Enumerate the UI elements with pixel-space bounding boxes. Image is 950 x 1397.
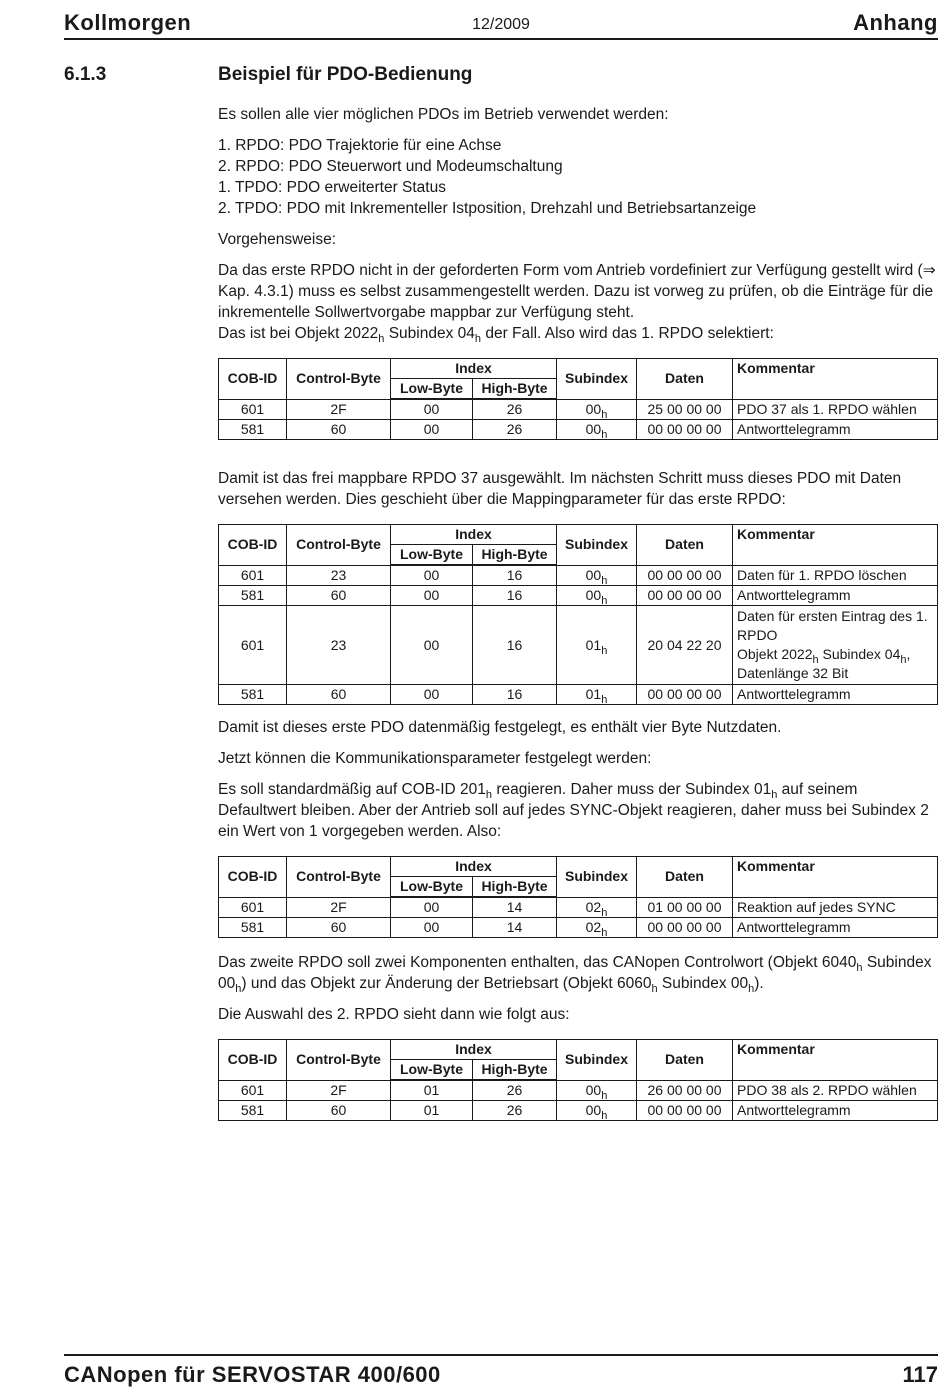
paragraph: Damit ist das frei mappbare RPDO 37 ausgewählt. Im nächsten Schritt muss dieses PDO mit Daten versehen werden. Dies geschieht über die Mappingparameter für das erste RPDO:: [218, 470, 902, 508]
intro-paragraph: Es sollen alle vier möglichen PDOs im Betrieb verwendet werden:: [218, 106, 669, 123]
paragraph: Das zweite RPDO soll zwei Komponenten enthalten, das CANopen Controlwort (Objekt $6040_h$ Subindex $00_h$) und das Objekt zur Änderung der Betriebsart (Objekt $6060_h$ Subindex $00_h$).: [218, 954, 932, 995]
col-header-low-byte: Low-Byte: [391, 1060, 473, 1081]
col-header-index: Index: [391, 857, 557, 877]
section-title: Beispiel für PDO-Bedienung: [218, 64, 473, 85]
sdo-table-communication: [218, 856, 938, 938]
col-header-index: Index: [391, 1040, 557, 1060]
table-row: 581 60 00 16 $01_h$ 00 00 00 00 Antworttelegramm: [219, 685, 938, 705]
mapping-comment: Daten für ersten Eintrag des 1. RPDO Objekt $2022_h$ Subindex $04_h$, Datenlänge 32 Bit: [733, 606, 938, 685]
col-header-low-byte: Low-Byte: [391, 379, 473, 400]
table-row: 601 23 00 16 $01_h$ 20 04 22 20 Daten für ersten Eintrag des 1. RPDO Objekt $2022_h$ Subindex $04_h$, Datenlänge 32 Bit: [219, 606, 938, 685]
col-header-kommentar: Kommentar: [733, 359, 938, 400]
col-header-low-byte: Low-Byte: [391, 545, 473, 566]
col-header-cob-id: COB-ID: [219, 1040, 287, 1081]
col-header-high-byte: High-Byte: [473, 379, 557, 400]
col-header-cob-id: COB-ID: [219, 525, 287, 566]
table-row: 581 60 00 26 $00_h$ 00 00 00 00 Antworttelegramm: [219, 420, 938, 440]
sdo-table-select-rpdo2: [218, 1039, 938, 1121]
col-header-kommentar: Kommentar: [733, 857, 938, 898]
list-item: 2. TPDO: PDO mit Inkrementeller Istposition, Drehzahl und Betriebsartanzeige: [218, 200, 757, 217]
col-header-daten: Daten: [637, 359, 733, 400]
table-row: 581 60 00 14 $02_h$ 00 00 00 00 Antworttelegramm: [219, 918, 938, 938]
col-header-daten: Daten: [637, 857, 733, 898]
table-row: 581 60 00 16 $00_h$ 00 00 00 00 Antworttelegramm: [219, 586, 938, 606]
sdo-table-mapping: [218, 524, 938, 705]
col-header-cob-id: COB-ID: [219, 359, 287, 400]
col-header-high-byte: High-Byte: [473, 877, 557, 898]
col-header-low-byte: Low-Byte: [391, 877, 473, 898]
col-header-control-byte: Control-Byte: [287, 525, 391, 566]
brand-name: Kollmorgen: [64, 10, 192, 35]
col-header-control-byte: Control-Byte: [287, 359, 391, 400]
list-item: 1. TPDO: PDO erweiterter Status: [218, 179, 446, 196]
table-row: 601 2F 01 26 $00_h$ 26 00 00 00 PDO 38 als 2. RPDO wählen: [219, 1080, 938, 1101]
col-header-daten: Daten: [637, 525, 733, 566]
col-header-kommentar: Kommentar: [733, 525, 938, 566]
col-header-high-byte: High-Byte: [473, 1060, 557, 1081]
col-header-daten: Daten: [637, 1040, 733, 1081]
col-header-subindex: Subindex: [557, 525, 637, 566]
col-header-control-byte: Control-Byte: [287, 1040, 391, 1081]
list-item: 1. RPDO: PDO Trajektorie für eine Achse: [218, 137, 502, 154]
main-content: [218, 64, 938, 1141]
paragraph: Die Auswahl des 2. RPDO sieht dann wie folgt aus:: [218, 1006, 570, 1023]
table-row: 601 2F 00 14 $02_h$ 01 00 00 00 Reaktion auf jedes SYNC: [219, 897, 938, 918]
table-row: 601 2F 00 26 $00_h$ 25 00 00 00 PDO 37 als 1. RPDO wählen: [219, 399, 938, 420]
col-header-subindex: Subindex: [557, 359, 637, 400]
paragraph: Damit ist dieses erste PDO datenmäßig festgelegt, es enthält vier Byte Nutzdaten.: [218, 719, 782, 736]
list-item: 2. RPDO: PDO Steuerwort und Modeumschaltung: [218, 158, 563, 175]
procedure-label: Vorgehensweise:: [218, 231, 337, 248]
header-section: Anhang: [853, 10, 938, 35]
table-row: 581 60 01 26 $00_h$ 00 00 00 00 Antworttelegramm: [219, 1101, 938, 1121]
col-header-cob-id: COB-ID: [219, 857, 287, 898]
col-header-kommentar: Kommentar: [733, 1040, 938, 1081]
paragraph: Da das erste RPDO nicht in der geforderten Form vom Antrieb vordefiniert zur Verfügung gestellt wird (⇒ Kap. 4.3.1) muss es selbst zusammengestellt werden. Dazu ist vorweg zu prüfen, ob die Einträge für die inkrementelle Sollwertvorgabe mappbar zur Verfügung steht.: [218, 262, 936, 321]
col-header-index: Index: [391, 525, 557, 545]
paragraph: Jetzt können die Kommunikationsparameter festgelegt werden:: [218, 750, 652, 767]
page-footer: [64, 1354, 938, 1392]
col-header-subindex: Subindex: [557, 1040, 637, 1081]
paragraph: Es soll standardmäßig auf COB-ID $201_h$ reagieren. Daher muss der Subindex $01_h$ auf seinem Defaultwert bleiben. Aber der Antrieb soll auf jedes SYNC-Objekt reagieren, daher muss bei Subindex 2 ein Wert von 1 vorgegeben werden. Also:: [218, 781, 929, 840]
document-date: 12/2009: [472, 16, 530, 33]
col-header-control-byte: Control-Byte: [287, 857, 391, 898]
section-number: 6.1.3: [64, 64, 107, 85]
page-number: 117: [902, 1362, 938, 1387]
col-header-subindex: Subindex: [557, 857, 637, 898]
page-header: [64, 8, 938, 40]
col-header-high-byte: High-Byte: [473, 545, 557, 566]
manual-title: CANopen für SERVOSTAR 400/600: [64, 1362, 441, 1387]
col-header-index: Index: [391, 359, 557, 379]
paragraph: Das ist bei Objekt $2022_h$ Subindex $04_h$ der Fall. Also wird das 1. RPDO selektiert:: [218, 325, 774, 345]
sdo-table-select-rpdo1: [218, 358, 938, 440]
table-row: 601 23 00 16 $00_h$ 00 00 00 00 Daten für 1. RPDO löschen: [219, 565, 938, 586]
